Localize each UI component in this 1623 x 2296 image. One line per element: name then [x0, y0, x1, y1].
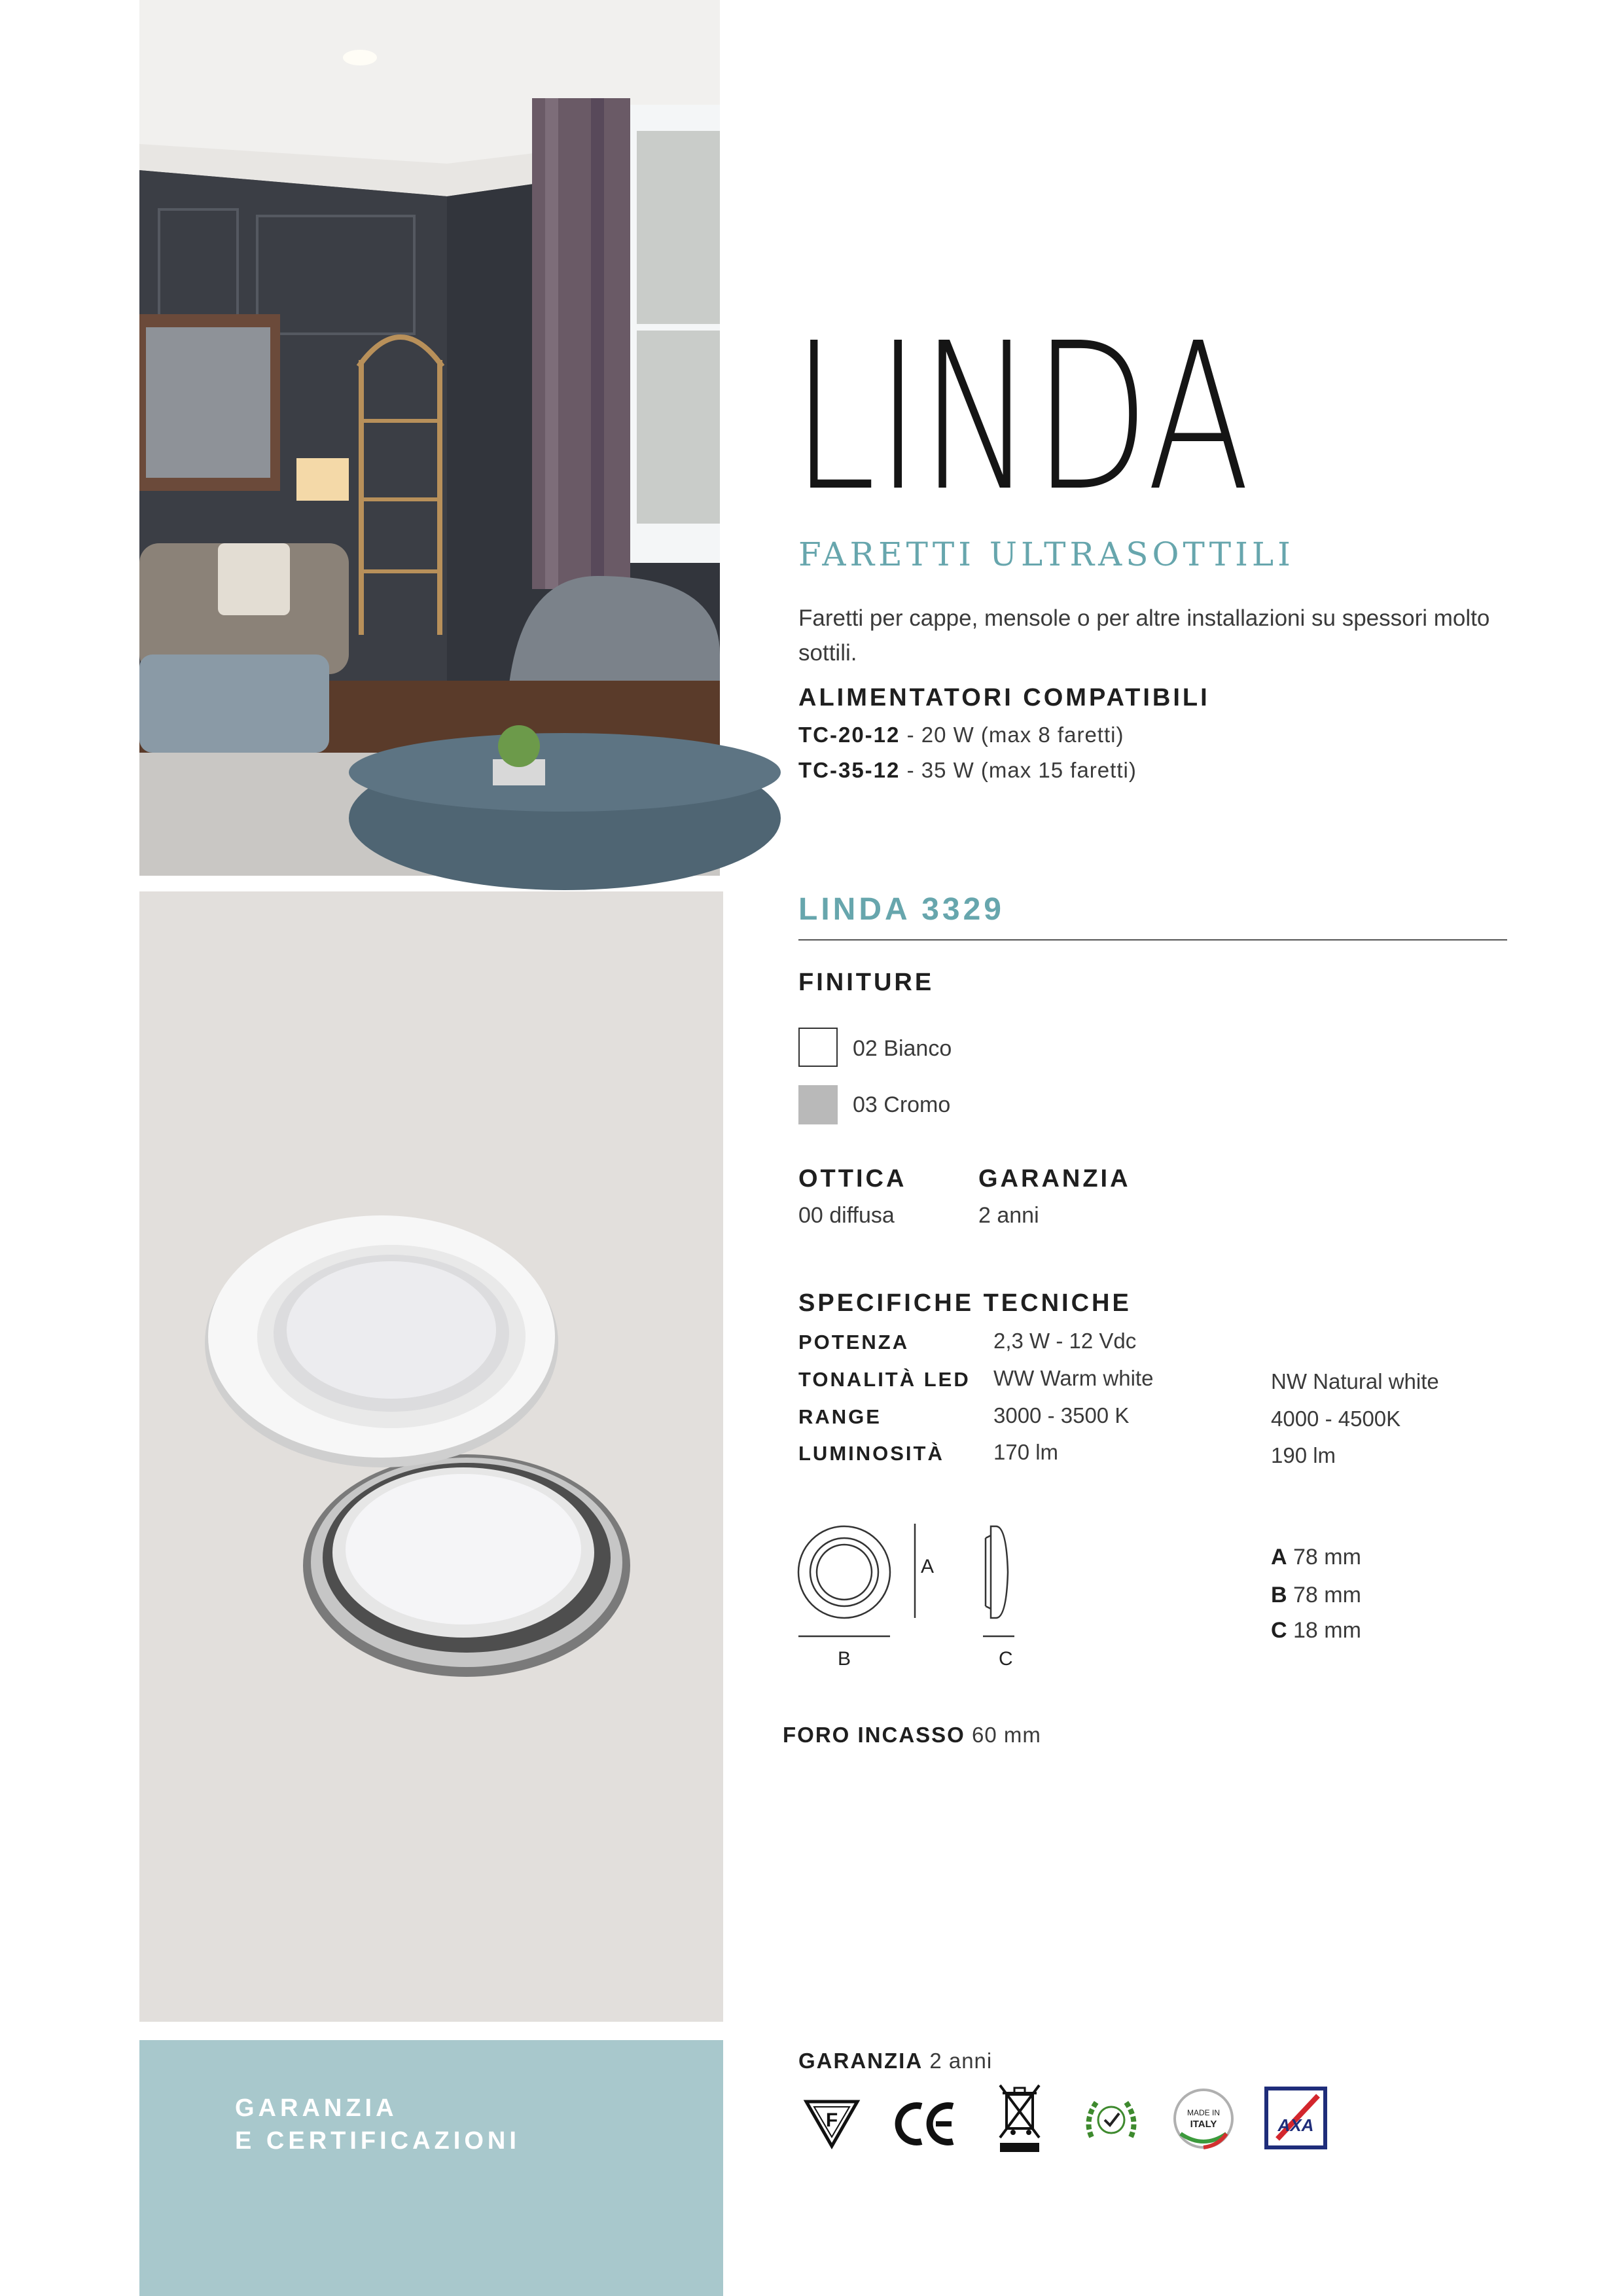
front-view-inner-ring — [817, 1545, 872, 1600]
front-view-mid-ring — [810, 1538, 878, 1606]
power-supply-item — [798, 723, 1124, 747]
power-supply-code: TC-35-12 — [798, 758, 901, 782]
model-title: LINDA 3329 — [798, 892, 1005, 927]
spec-key: TONALITÀ LED — [798, 1368, 971, 1391]
warranty-value: 2 anni — [978, 1203, 1039, 1228]
dimension-value — [1271, 1545, 1361, 1570]
brand-name: LINDA — [792, 300, 1250, 536]
recess-hole-spec — [783, 1723, 1041, 1748]
power-supply-detail: - 35 W (max 15 faretti) — [906, 758, 1137, 782]
ce-mark-icon — [895, 2101, 959, 2147]
spec-value-ww: 170 lm — [993, 1440, 1059, 1464]
finish-label: 02 Bianco — [853, 1036, 952, 1061]
quality-laurel-icon — [1082, 2091, 1140, 2149]
spec-value-ww: 3000 - 3500 K — [993, 1403, 1130, 1427]
dimension-measure: 78 mm — [1293, 1583, 1361, 1607]
power-supplies-heading: ALIMENTATORI COMPATIBILI — [798, 684, 1210, 711]
optics-heading: OTTICA — [798, 1165, 907, 1193]
spec-value-nw: 4000 - 4500K — [1271, 1407, 1401, 1431]
power-supply-item — [798, 758, 1137, 783]
recess-hole-value: 60 mm — [972, 1723, 1041, 1747]
room-illustration — [139, 0, 720, 876]
front-view-outer-ring — [798, 1526, 890, 1618]
side-view-profile — [991, 1526, 1008, 1618]
certifications-panel — [139, 2040, 723, 2296]
made-in-italy-line2: ITALY — [1190, 2119, 1217, 2130]
brand-title — [792, 300, 1276, 536]
downlight-product-image — [139, 891, 723, 2022]
footer-warranty-label: GARANZIA — [798, 2049, 923, 2073]
dimension-label-a: A — [921, 1556, 935, 1577]
finish-swatch-chrome — [798, 1085, 838, 1124]
dimension-letter: C — [1271, 1618, 1287, 1643]
dimension-measure: 78 mm — [1293, 1545, 1361, 1570]
spec-key: LUMINOSITÀ — [798, 1442, 944, 1465]
interior-room-photo — [139, 0, 720, 876]
spec-value-ww: 2,3 W - 12 Vdc — [993, 1329, 1137, 1353]
dimension-value — [1271, 1583, 1361, 1608]
cert-panel-title-line2: E CERTIFICAZIONI — [235, 2127, 520, 2155]
dimension-measure: 18 mm — [1293, 1618, 1361, 1643]
product-photo-panel — [139, 891, 723, 2022]
weee-bin-icon — [996, 2080, 1043, 2153]
dimension-label-b: B — [838, 1648, 851, 1670]
brand-subtitle: FARETTI ULTRASOTTILI — [798, 535, 1294, 573]
footer-warranty-value: 2 anni — [929, 2049, 993, 2073]
footer-warranty — [798, 2049, 992, 2073]
spec-value-ww: WW Warm white — [993, 1366, 1154, 1390]
divider — [798, 939, 1507, 941]
power-supply-code: TC-20-12 — [798, 723, 901, 747]
power-supply-detail: - 20 W (max 8 faretti) — [906, 723, 1124, 747]
optics-value: 00 diffusa — [798, 1203, 895, 1228]
cert-panel-title-line1: GARANZIA — [235, 2094, 398, 2122]
spec-key: RANGE — [798, 1405, 882, 1428]
spec-value-nw: 190 lm — [1271, 1443, 1336, 1467]
spec-value-nw: NW Natural white — [1271, 1369, 1439, 1393]
dimension-letter: B — [1271, 1583, 1287, 1607]
spec-key: POTENZA — [798, 1331, 910, 1354]
warranty-heading: GARANZIA — [978, 1165, 1131, 1193]
axa-insurance-icon — [1264, 2087, 1327, 2149]
recess-hole-label: FORO INCASSO — [783, 1723, 965, 1747]
finishes-heading: FINITURE — [798, 969, 935, 996]
axa-logo-text: AXA — [1277, 2115, 1314, 2135]
dimension-letter: A — [1271, 1545, 1287, 1570]
product-description: Faretti per cappe, mensole o per altre installazioni su spessori molto sottili. — [798, 605, 1490, 666]
tech-specs-heading: SPECIFICHE TECNICHE — [798, 1289, 1132, 1317]
dimension-value — [1271, 1618, 1361, 1643]
finish-swatch-white — [798, 1028, 838, 1067]
f-mark-icon — [804, 2098, 860, 2150]
made-in-italy-seal — [1171, 2087, 1236, 2151]
finish-label: 03 Cromo — [853, 1092, 951, 1117]
made-in-italy-icon — [1171, 2087, 1236, 2151]
made-in-italy-line1: MADE IN — [1186, 2108, 1221, 2117]
dimension-label-c: C — [999, 1648, 1013, 1670]
svg-text:F: F — [825, 2109, 838, 2131]
